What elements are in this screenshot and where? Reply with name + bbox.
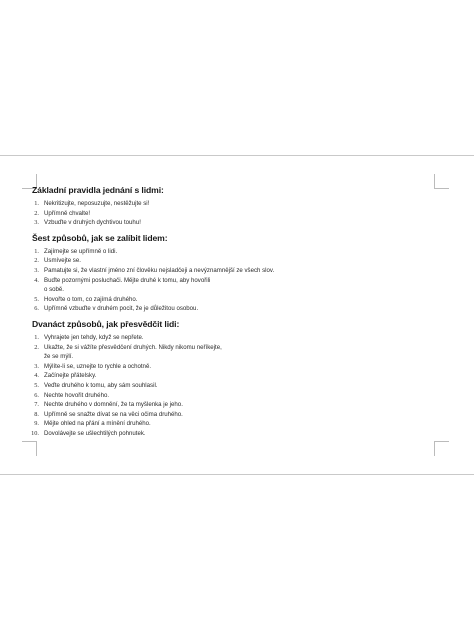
list-number: 3.: [34, 362, 39, 370]
list-number: 2.: [34, 343, 39, 351]
list-item-text: Nechte druhého v domnění, že ta myšlenka je jeho.: [44, 401, 183, 409]
list-item-text: Začínejte přátelsky.: [44, 372, 97, 380]
section-twelve-ways: [32, 319, 412, 439]
list-item: [32, 304, 412, 314]
list-number: 5.: [34, 381, 39, 389]
numbered-list: [32, 333, 412, 439]
list-item-text: Nechte hovořit druhého.: [44, 391, 110, 399]
list-item-text: Upřímně vzbuďte v druhém pocit, že je důležitou osobou.: [44, 305, 199, 313]
list-item-text: Zajímejte se upřímně o lidi.: [44, 247, 118, 255]
list-item-text: Mýlíte-li se, uznejte to rychle a ochotně.: [44, 362, 152, 370]
crop-mark-bottom-right: [434, 441, 449, 456]
list-item: [32, 266, 412, 276]
section-basic-rules: [32, 185, 412, 228]
list-item-text: Mějte ohled na přání a mínění druhého.: [44, 420, 151, 428]
list-item-text: Veďte druhého k tomu, aby sám souhlasil.: [44, 381, 158, 389]
list-item: [32, 429, 412, 439]
list-item-text: Hovořte o tom, co zajímá druhého.: [44, 295, 138, 303]
list-number: 7.: [34, 401, 39, 409]
list-item: [32, 419, 412, 429]
list-number: 10.: [31, 429, 39, 437]
list-item: [32, 400, 412, 410]
list-item: [32, 218, 412, 228]
crop-mark-top-right: [434, 174, 449, 189]
list-number: 1.: [34, 200, 39, 207]
list-number: 6.: [34, 305, 39, 313]
list-item: [32, 295, 412, 305]
list-item: [32, 343, 412, 362]
section-title: Šest způsobů, jak se zalíbit lidem:: [32, 232, 168, 243]
list-item-text: Upřímně chvalte!: [44, 209, 91, 217]
list-item-text: Upřímně se snažte dívat se na věci očima druhého.: [44, 410, 183, 418]
list-item: [32, 391, 412, 401]
list-item: [32, 247, 412, 257]
list-item-text: Pamatujte si, že vlastní jméno zní člověku nejsladčeji a nevýznamnější ze všech slov.: [44, 266, 275, 274]
list-number: 9.: [34, 420, 39, 428]
section-title: Dvanáct způsobů, jak přesvědčit lidi:: [32, 318, 180, 329]
list-item-text: Vyhrajete jen tehdy, když se nepřete.: [44, 333, 144, 341]
list-number: 4.: [34, 276, 39, 284]
list-item: [32, 333, 412, 343]
list-number: 8.: [34, 410, 39, 418]
list-item: [32, 381, 412, 391]
list-item-text: Nekritizujte, neposuzujte, nestěžujte si!: [44, 200, 150, 207]
list-number: 2.: [34, 209, 39, 217]
list-number: 3.: [34, 266, 39, 274]
document-content: [32, 185, 412, 443]
list-item-text: Ukažte, že si vážíte přesvědčení druhých. Nikdy nikomu neříkejte, že se mýlí.: [44, 343, 222, 361]
list-number: 5.: [34, 295, 39, 303]
list-number: 1.: [34, 247, 39, 255]
list-number: 3.: [34, 219, 39, 227]
list-item-text: Dovolávejte se ušlechtilých pohnutek.: [44, 429, 146, 437]
list-number: 2.: [34, 257, 39, 265]
list-item-text: Buďte pozornými posluchači. Mějte druhé k tomu, aby hovořili o sobě.: [44, 276, 211, 294]
numbered-list: [32, 247, 412, 314]
list-number: 4.: [34, 372, 39, 380]
numbered-list: [32, 199, 412, 228]
section-six-ways: [32, 233, 412, 314]
list-item-text: Usmívejte se.: [44, 257, 81, 265]
list-item: [32, 410, 412, 420]
list-item: [32, 256, 412, 266]
list-number: 1.: [34, 333, 39, 341]
list-item: [32, 362, 412, 372]
list-number: 6.: [34, 391, 39, 399]
list-item: [32, 371, 412, 381]
list-item: [32, 276, 412, 295]
list-item-text: Vzbuďte v druhých dychtivou touhu!: [44, 219, 141, 227]
section-title: Základní pravidla jednání s lidmi:: [32, 185, 164, 195]
list-item: [32, 209, 412, 219]
list-item: [32, 199, 412, 209]
